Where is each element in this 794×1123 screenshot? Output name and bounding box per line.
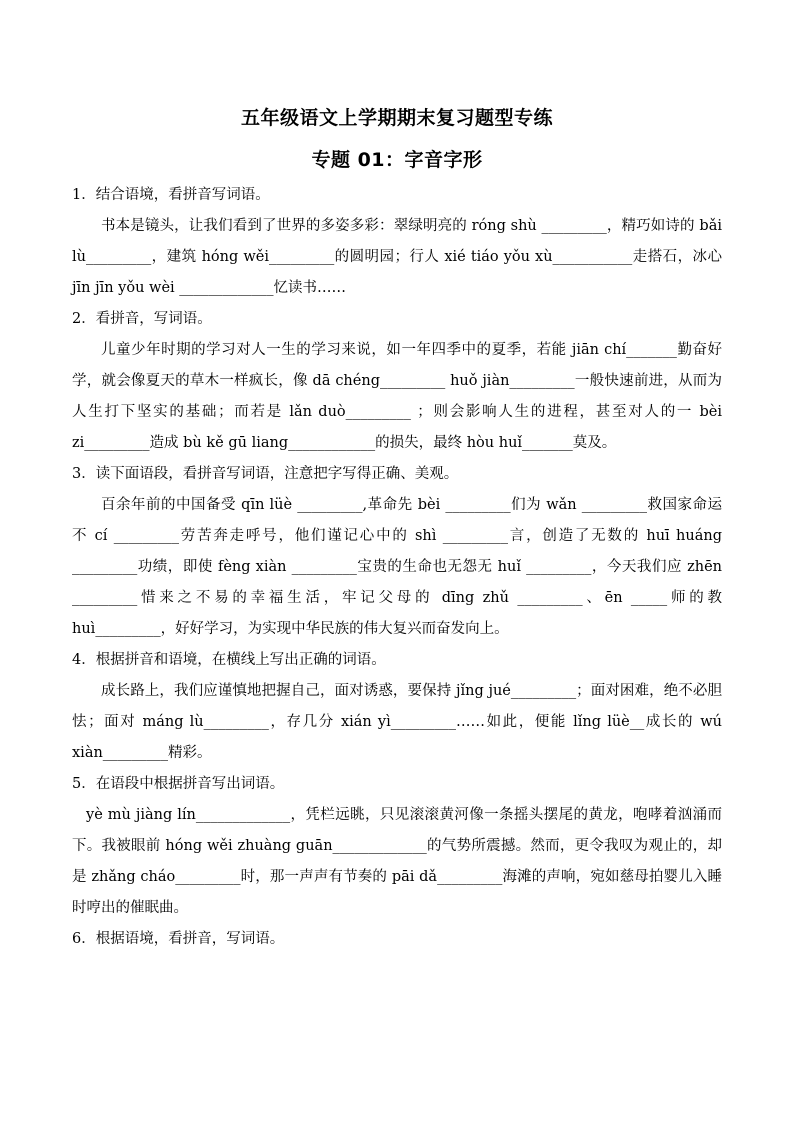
question-1	[72, 180, 722, 304]
question-5	[72, 769, 722, 924]
question-list	[72, 180, 722, 955]
question-heading: 5．在语段中根据拼音写出词语。	[72, 776, 285, 792]
question-2	[72, 304, 722, 459]
question-heading: 6．根据语境，看拼音，写词语。	[72, 931, 285, 947]
question-heading: 1．结合语境，看拼音写词语。	[72, 187, 270, 203]
question-passage: yè mù jiàng lín_____________，凭栏远眺，只见滚滚黄河像一条摇头摆尾的黄龙，咆哮着汹涌而下。我被眼前 hóng wěi zhuàng guān_____________的气势所震撼。然而，更令我叹为观止的，却是 zhǎng cháo_________时，那一声声有节奏的 pāi dǎ_________海滩的声响，宛如慈母拍婴儿入睡时哼出的催眠曲。	[72, 807, 722, 916]
question-passage: 书本是镜头，让我们看到了世界的多姿多彩：翠绿明亮的 róng shù _________，精巧如诗的 bǎi lù_________，建筑 hóng wěi_________的圆明园；行人 xié tiáo yǒu xù___________走搭石，冰心 jīn jīn yǒu wèi _____________忆读书……	[72, 218, 722, 296]
question-3	[72, 459, 722, 645]
question-passage: 成长路上，我们应谨慎地把握自己，面对诱惑，要保持 jǐng jué_________；面对困难，绝不必胆怯；面对 máng lù_________，存几分 xián yì_________……如此，便能 lǐng lüè__成长的 wú xiàn_________精彩。	[72, 683, 722, 761]
question-4	[72, 645, 722, 769]
question-passage: 儿童少年时期的学习对人一生的学习来说，如一年四季中的夏季，若能 jiān chí_______勤奋好学，就会像夏天的草木一样疯长，像 dā chéng_________ huǒ jiàn_________一般快速前进，从而为人生打下坚实的基础；而若是 lǎn duò_________ ；则会影响人生的进程，甚至对人的一 bèi zi_________造成 bù kě gū liang____________的损失，最终 hòu huǐ_______莫及。	[72, 342, 722, 451]
question-heading: 4．根据拼音和语境，在横线上写出正确的词语。	[72, 652, 386, 668]
question-heading: 3．读下面语段，看拼音写词语，注意把字写得正确、美观。	[72, 466, 459, 482]
question-heading: 2．看拼音，写词语。	[72, 311, 212, 327]
question-6	[72, 924, 722, 955]
page-subtitle: 专题 01：字音字形	[311, 149, 483, 171]
question-passage: 百余年前的中国备受 qīn lüè _________,革命先 bèi _________们为 wǎn _________救国家命运不 cí _________劳苦奔走呼号，他们谨记心中的 shì _________言，创造了无数的 huī huáng _________功绩，即使 fèng xiàn _________宝贵的生命也无怨无 huǐ _________，今天我们应 zhēn _________惜来之不易的幸福生活，牢记父母的 dīng zhǔ _________、ēn _____师的教 huì_________，好好学习，为实现中华民族的伟大复兴而奋发向上。	[72, 497, 722, 637]
page-title: 五年级语文上学期期末复习题型专练	[240, 107, 553, 129]
